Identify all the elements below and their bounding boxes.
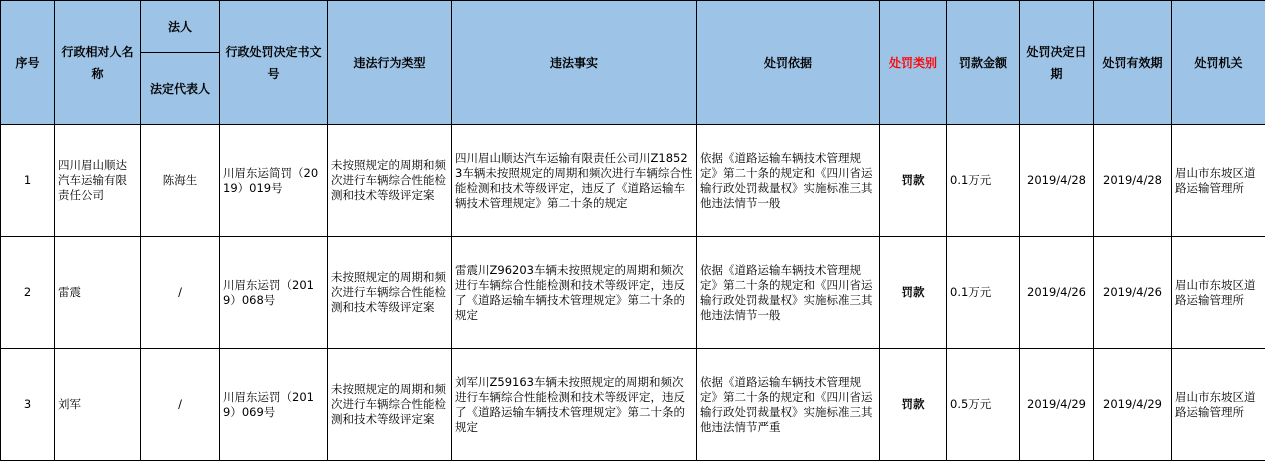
- cell-doc-no: 川眉东运简罚（2019）019号: [220, 125, 328, 237]
- cell-basis: 依据《道路运输车辆技术管理规定》第二十条的规定和《四川省运输行政处罚裁量权》实施标准三其他违法情节一般: [697, 237, 880, 349]
- header-facts: 违法事实: [452, 1, 697, 125]
- header-authority: 处罚机关: [1172, 1, 1265, 125]
- cell-authority: 眉山市东坡区道路运输管理所: [1172, 349, 1265, 461]
- cell-amount: 0.5万元: [947, 349, 1020, 461]
- header-basis: 处罚依据: [697, 1, 880, 125]
- table-row: [1, 349, 1265, 461]
- cell-party: 雷震: [55, 237, 141, 349]
- cell-category: 罚款: [880, 237, 947, 349]
- cell-facts: 雷震川Z96203车辆未按照规定的周期和频次进行车辆综合性能检测和技术等级评定，违反了《道路运输车辆技术管理规定》第二十条的规定: [452, 237, 697, 349]
- header-decision-date: 处罚决定日期: [1020, 1, 1094, 125]
- cell-facts: 刘军川Z59163车辆未按照规定的周期和频次进行车辆综合性能检测和技术等级评定，违反了《道路运输车辆技术管理规定》第二十条的规定: [452, 349, 697, 461]
- cell-decision-date: 2019/4/26: [1020, 237, 1094, 349]
- table-header: [1, 1, 1265, 125]
- cell-violation-type: 未按照规定的周期和频次进行车辆综合性能检测和技术等级评定案: [328, 125, 452, 237]
- cell-seq: 2: [1, 237, 55, 349]
- cell-decision-date: 2019/4/28: [1020, 125, 1094, 237]
- header-legal-rep: 法定代表人: [141, 53, 220, 125]
- cell-seq: 3: [1, 349, 55, 461]
- cell-doc-no: 川眉东运罚（2019）068号: [220, 237, 328, 349]
- cell-authority: 眉山市东坡区道路运输管理所: [1172, 125, 1265, 237]
- table-row: [1, 237, 1265, 349]
- cell-party: 四川眉山顺达汽车运输有限责任公司: [55, 125, 141, 237]
- header-seq: 序号: [1, 1, 55, 125]
- cell-violation-type: 未按照规定的周期和频次进行车辆综合性能检测和技术等级评定案: [328, 237, 452, 349]
- header-party: 行政相对人名称: [55, 1, 141, 125]
- header-doc-no: 行政处罚决定书文号: [220, 1, 328, 125]
- cell-violation-type: 未按照规定的周期和频次进行车辆综合性能检测和技术等级评定案: [328, 349, 452, 461]
- cell-legal-rep: 陈海生: [141, 125, 220, 237]
- cell-amount: 0.1万元: [947, 237, 1020, 349]
- cell-category: 罚款: [880, 125, 947, 237]
- cell-doc-no: 川眉东运罚（2019）069号: [220, 349, 328, 461]
- cell-facts: 四川眉山顺达汽车运输有限责任公司川Z18523车辆未按照规定的周期和频次进行车辆综合性能检测和技术等级评定，违反了《道路运输车辆技术管理规定》第二十条的规定: [452, 125, 697, 237]
- cell-decision-date: 2019/4/29: [1020, 349, 1094, 461]
- cell-party: 刘军: [55, 349, 141, 461]
- cell-valid-until: 2019/4/28: [1094, 125, 1172, 237]
- cell-basis: 依据《道路运输车辆技术管理规定》第二十条的规定和《四川省运输行政处罚裁量权》实施标准三其他违法情节严重: [697, 349, 880, 461]
- cell-valid-until: 2019/4/26: [1094, 237, 1172, 349]
- header-violation-type: 违法行为类型: [328, 1, 452, 125]
- table-row: [1, 125, 1265, 237]
- cell-basis: 依据《道路运输车辆技术管理规定》第二十条的规定和《四川省运输行政处罚裁量权》实施标准三其他违法情节一般: [697, 125, 880, 237]
- cell-authority: 眉山市东坡区道路运输管理所: [1172, 237, 1265, 349]
- cell-amount: 0.1万元: [947, 125, 1020, 237]
- cell-legal-rep: /: [141, 237, 220, 349]
- header-valid-until: 处罚有效期: [1094, 1, 1172, 125]
- header-amount: 罚款金额: [947, 1, 1020, 125]
- cell-category: 罚款: [880, 349, 947, 461]
- cell-seq: 1: [1, 125, 55, 237]
- header-legal-group: 法人: [141, 1, 220, 53]
- cell-valid-until: 2019/4/29: [1094, 349, 1172, 461]
- header-category: 处罚类别: [880, 1, 947, 125]
- cell-legal-rep: /: [141, 349, 220, 461]
